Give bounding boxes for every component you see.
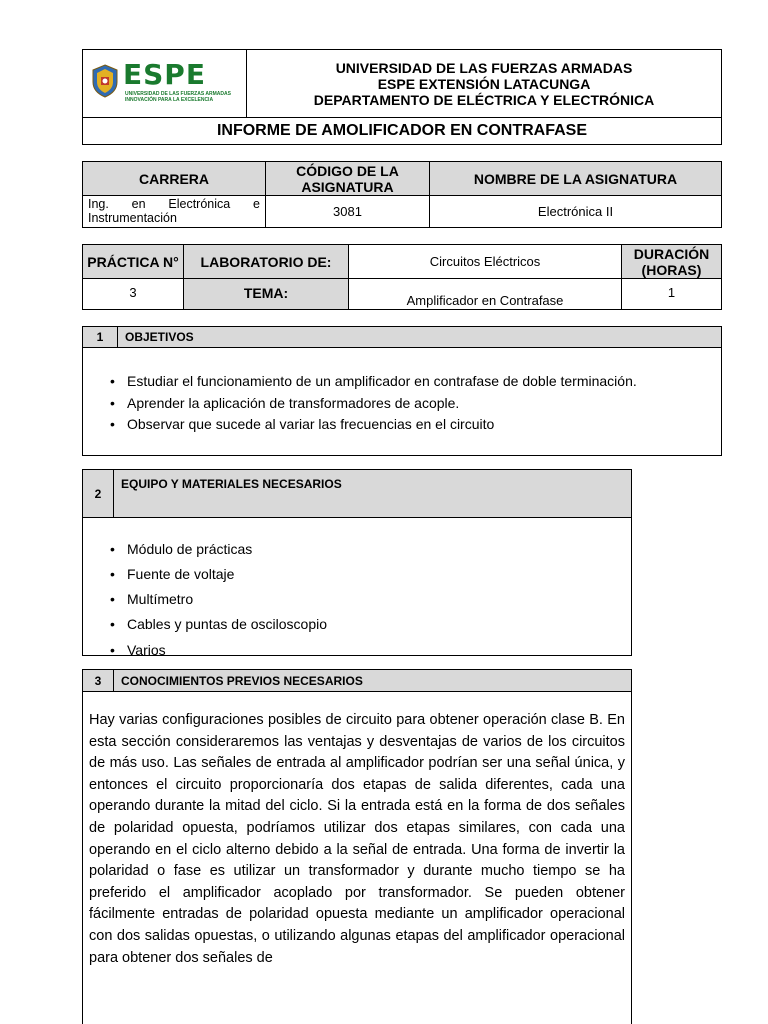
codigo-header: CÓDIGO DE LA ASIGNATURA — [266, 162, 430, 196]
codigo-value: 3081 — [266, 196, 430, 227]
practica-value: 3 — [83, 279, 184, 309]
nombre-header: NOMBRE DE LA ASIGNATURA — [430, 162, 721, 196]
university-name: UNIVERSIDAD DE LAS FUERZAS ARMADAS — [335, 59, 633, 76]
section-number: 1 — [83, 327, 118, 348]
carrera-value: Ing. en Electrónica e Instrumentación — [83, 196, 266, 227]
extension-name: ESPE EXTENSIÓN LATACUNGA — [377, 75, 591, 92]
list-item: • Estudiar el funcionamiento de un amplificador en contrafase de doble terminación. — [103, 371, 703, 393]
section-conocimientos — [82, 669, 632, 1024]
materials-list — [103, 539, 603, 662]
section-equipo — [82, 469, 632, 656]
report-title: INFORME DE AMOLIFICADOR EN CONTRAFASE — [83, 117, 721, 144]
duracion-header: DURACIÓN (HORAS) — [622, 245, 721, 279]
section-title: OBJETIVOS — [118, 327, 721, 348]
practica-header: PRÁCTICA N° — [83, 245, 184, 279]
section-title: CONOCIMIENTOS PREVIOS NECESARIOS — [114, 670, 631, 692]
document-header — [82, 49, 722, 145]
logo-subtitle: UNIVERSIDAD DE LAS FUERZAS ARMADAS INNOVACIÓN PARA LA EXCELENCIA — [125, 91, 231, 103]
logo-cell — [83, 50, 247, 117]
list-item: • Módulo de prácticas — [103, 539, 603, 564]
background-paragraph: Hay varias configuraciones posibles de circuito para obtener operación clase B. En esta sección consideraremos las ventajas y desventajas de varios de los circuitos de más uso. Las señales de entrada al amplificador podrían ser una señal única, y entonces el circuito proporcionaría dos etapas de salida diferentes, cada una operando durante la mitad del ciclo. Si la entrada está en la forma de dos señales de polaridad opuesta, podríamos utilizar dos etapas similares, con cada una operando en el ciclo alterno debido a la señal de entrada. Una forma de invertir la polaridad o fase es utilizar un transformador y durante mucho tiempo se ha preferido el amplificador acoplado por transformador. Se pueden obtener fácilmente entradas de polaridad opuesta mediante un amplificador operacional con dos salidas opuestas, o utilizando algunas etapas del amplificador operacional para obtener dos señales de — [89, 712, 625, 966]
list-item: • Cables y puntas de osciloscopio — [103, 614, 603, 638]
tema-value: Amplificador en Contrafase — [349, 279, 622, 309]
laboratorio-value: Circuitos Eléctricos — [349, 245, 622, 279]
tema-header: TEMA: — [184, 279, 349, 309]
list-item: • Observar que sucede al variar las frecuencias en el circuito — [103, 414, 703, 436]
list-item: • Fuente de voltaje — [103, 564, 603, 589]
nombre-value: Electrónica II — [537, 204, 614, 219]
laboratorio-header: LABORATORIO DE: — [184, 245, 349, 279]
objectives-list — [103, 371, 703, 436]
section-number: 3 — [83, 670, 114, 692]
logo-wordmark: ESPE — [123, 58, 206, 91]
course-table — [82, 161, 722, 228]
carrera-header: CARRERA — [83, 162, 266, 196]
list-item: • Multímetro — [103, 589, 603, 614]
list-item: • Aprender la aplicación de transformadores de acople. — [103, 393, 703, 415]
university-emblem-icon — [91, 64, 119, 98]
section-title: EQUIPO Y MATERIALES NECESARIOS — [114, 470, 631, 518]
practice-table — [82, 244, 722, 310]
duracion-value: 1 — [667, 285, 676, 300]
section-number: 2 — [83, 470, 114, 518]
list-item: • Varios — [103, 638, 603, 662]
institution-block — [247, 50, 721, 117]
section-objetivos — [82, 326, 722, 456]
department-name: DEPARTAMENTO DE ELÉCTRICA Y ELECTRÓNICA — [313, 91, 655, 108]
